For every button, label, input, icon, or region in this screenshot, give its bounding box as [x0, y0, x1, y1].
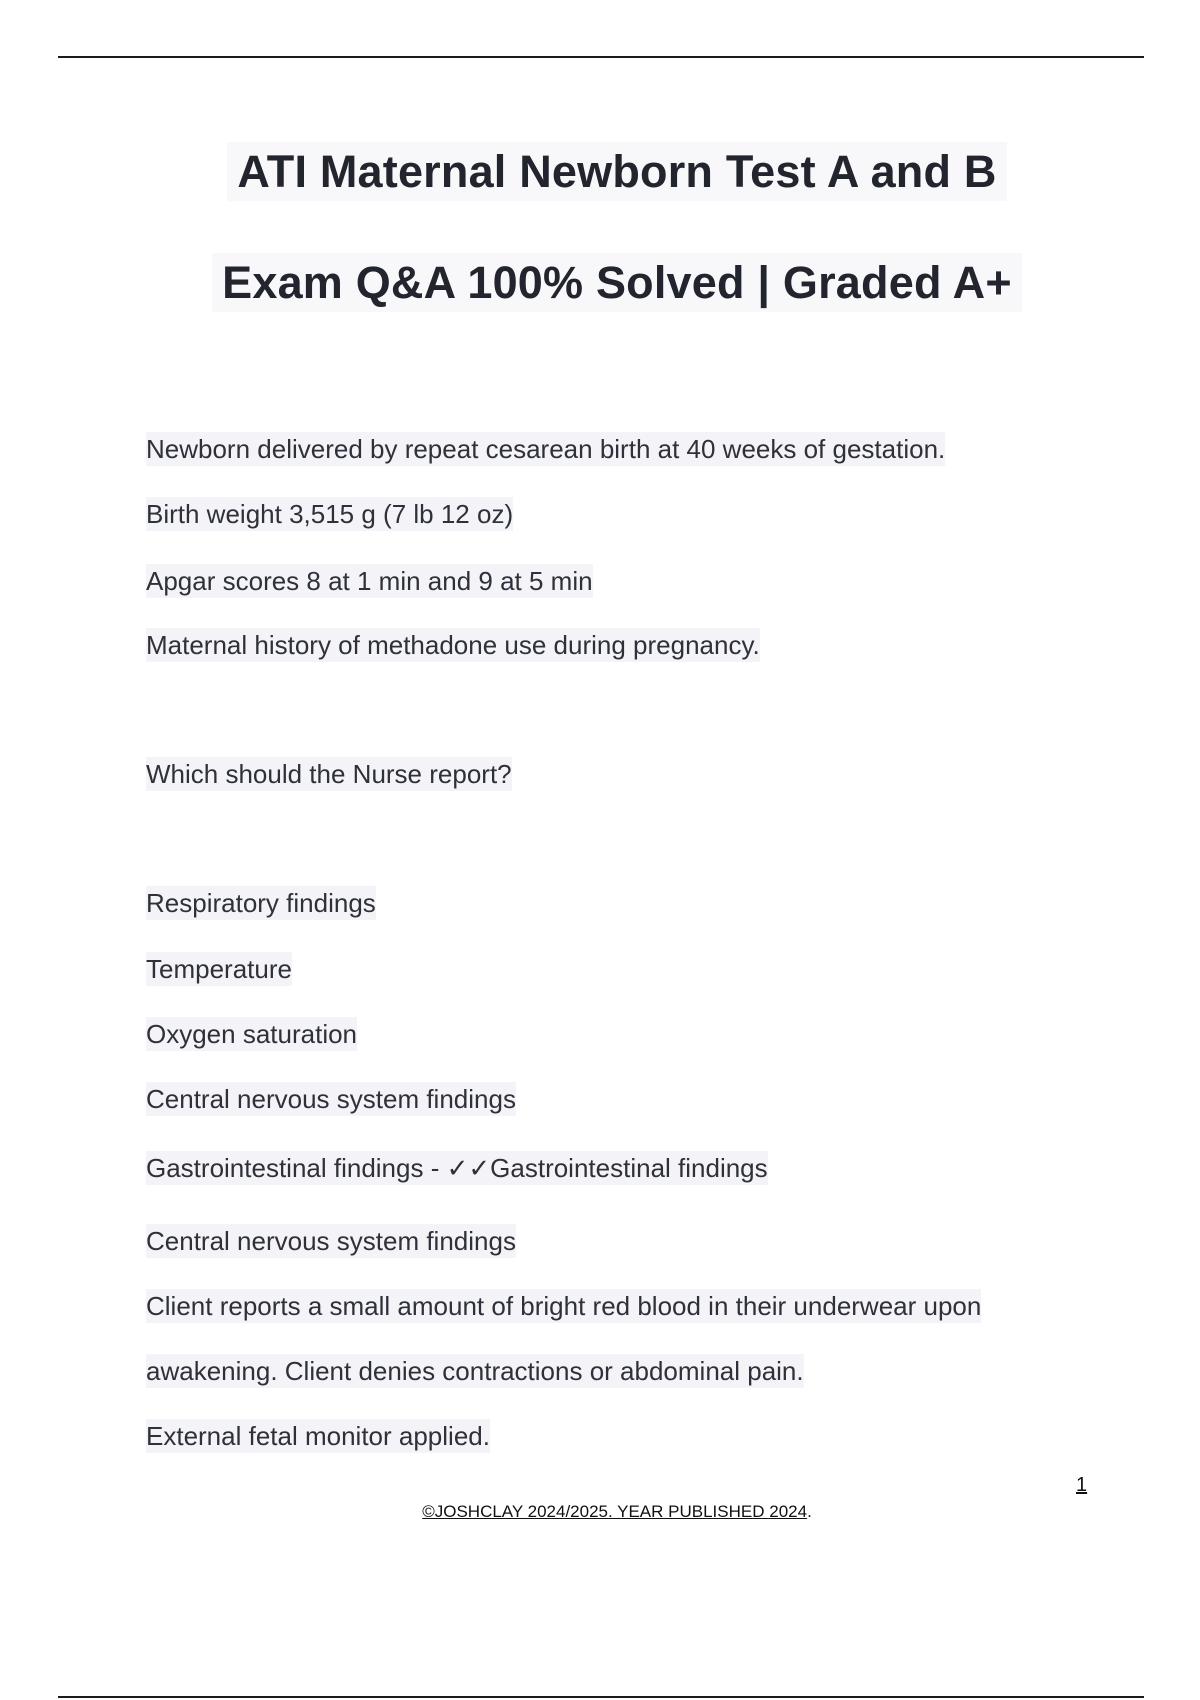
option-gastrointestinal-answer: Gastrointestinal findings - ✓✓Gastrointestinal findings [146, 1153, 768, 1183]
option-respiratory: Respiratory findings [146, 888, 376, 918]
page-number: 1 [1076, 1474, 1088, 1496]
copyright-text: ©JOSHCLAY 2024/2025. YEAR PUBLISHED 2024 [422, 1502, 808, 1521]
document-title-line-1: ATI Maternal Newborn Test A and B [0, 146, 1200, 198]
case-paragraph-birth-weight: Birth weight 3,515 g (7 lb 12 oz) [146, 499, 514, 529]
answer-cns: Central nervous system findings [146, 1226, 516, 1256]
option-temperature: Temperature [146, 954, 292, 984]
option-cns: Central nervous system findings [146, 1084, 516, 1114]
next-case-line-1: Client reports a small amount of bright red blood in their underwear upon [146, 1291, 982, 1321]
next-case-line-2: awakening. Client denies contractions or abdominal pain. [146, 1356, 804, 1386]
case-paragraph-delivery: Newborn delivered by repeat cesarean birth at 40 weeks of gestation. [146, 434, 946, 464]
bottom-rule [58, 1696, 1144, 1698]
top-rule [58, 56, 1144, 58]
case-paragraph-maternal-history: Maternal history of methadone use during pregnancy. [146, 630, 760, 660]
copyright-period: . [807, 1502, 812, 1521]
question-text: Which should the Nurse report? [146, 759, 512, 789]
case-paragraph-apgar: Apgar scores 8 at 1 min and 9 at 5 min [146, 566, 593, 596]
next-case-line-3: External fetal monitor applied. [146, 1421, 490, 1451]
document-title-line-2: Exam Q&A 100% Solved | Graded A+ [0, 257, 1200, 309]
copyright-footer [0, 1502, 1200, 1522]
option-oxygen-saturation: Oxygen saturation [146, 1019, 358, 1049]
